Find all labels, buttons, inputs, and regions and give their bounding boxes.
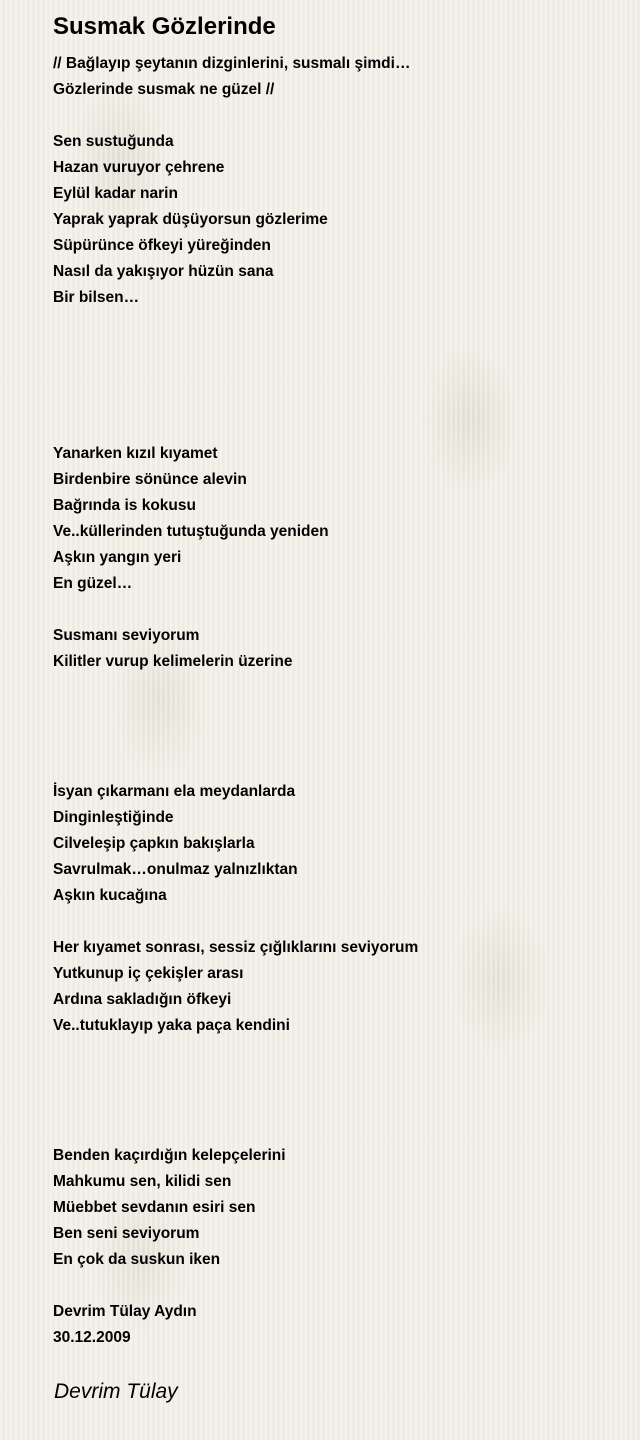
poem-line: Ardına sakladığın öfkeyi bbox=[53, 991, 232, 1008]
poem-line: Yanarken kızıl kıyamet bbox=[53, 445, 218, 462]
poem-line: Savrulmak…onulmaz yalnızlıktan bbox=[53, 861, 298, 878]
poem-line: Süpürünce öfkeyi yüreğinden bbox=[53, 237, 271, 254]
poem-line: Ben seni seviyorum bbox=[53, 1225, 200, 1242]
poem-line: // Bağlayıp şeytanın dizginlerini, susmalı şimdi… bbox=[53, 55, 411, 72]
poem-line: Bir bilsen… bbox=[53, 289, 140, 306]
poem-line: Susmanı seviyorum bbox=[53, 627, 200, 644]
poem-blank-line bbox=[53, 1273, 613, 1299]
poem-line: Gözlerinde susmak ne güzel // bbox=[53, 81, 275, 98]
poem-title: Susmak Gözlerinde bbox=[53, 13, 276, 40]
poem-line: Dinginleştiğinde bbox=[53, 809, 174, 826]
poem-line: Cilveleşip çapkın bakışlarla bbox=[53, 835, 255, 852]
poem-line: En güzel… bbox=[53, 575, 133, 592]
poem-line: İsyan çıkarmanı ela meydanlarda bbox=[53, 783, 296, 800]
poem-line: Yutkunup iç çekişler arası bbox=[53, 965, 244, 982]
poem-blank-line bbox=[53, 701, 613, 727]
poem-line: En çok da suskun iken bbox=[53, 1251, 221, 1268]
poem-blank-line bbox=[53, 1065, 613, 1091]
poem-blank-line bbox=[53, 389, 613, 415]
poem-blank-line bbox=[53, 909, 613, 935]
poem-line: Nasıl da yakışıyor hüzün sana bbox=[53, 263, 274, 280]
poem-line: Sen sustuğunda bbox=[53, 133, 174, 150]
poem-blank-line bbox=[53, 727, 613, 753]
author-signature: Devrim Tülay bbox=[54, 1380, 178, 1403]
poem-blank-line bbox=[53, 337, 613, 363]
poem-line: Eylül kadar narin bbox=[53, 185, 178, 202]
poem-blank-line bbox=[53, 363, 613, 389]
poem-line: Her kıyamet sonrası, sessiz çığlıklarını seviyorum bbox=[53, 939, 419, 956]
poem-body bbox=[53, 51, 613, 1351]
poem-blank-line bbox=[53, 675, 613, 701]
poem-line: Mahkumu sen, kilidi sen bbox=[53, 1173, 232, 1190]
poem-line: 30.12.2009 bbox=[53, 1329, 131, 1346]
poem-line: Bağrında is kokusu bbox=[53, 497, 196, 514]
poem-line: Ve..küllerinden tutuştuğunda yeniden bbox=[53, 523, 329, 540]
poem-line: Birdenbire sönünce alevin bbox=[53, 471, 247, 488]
poem-line: Kilitler vurup kelimelerin üzerine bbox=[53, 653, 293, 670]
poem-blank-line bbox=[53, 597, 613, 623]
poem-line: Ve..tutuklayıp yaka paça kendini bbox=[53, 1017, 290, 1034]
poem-blank-line bbox=[53, 103, 613, 129]
poem-line: Aşkın yangın yeri bbox=[53, 549, 182, 566]
poem-line: Müebbet sevdanın esiri sen bbox=[53, 1199, 256, 1216]
poem-blank-line bbox=[53, 1117, 613, 1143]
poem-blank-line bbox=[53, 1039, 613, 1065]
poem-blank-line bbox=[53, 1091, 613, 1117]
poem-line: Devrim Tülay Aydın bbox=[53, 1303, 197, 1320]
poem-line: Aşkın kucağına bbox=[53, 887, 167, 904]
poem-line: Benden kaçırdığın kelepçelerini bbox=[53, 1147, 286, 1164]
poem-blank-line bbox=[53, 753, 613, 779]
poem-blank-line bbox=[53, 415, 613, 441]
poem-blank-line bbox=[53, 311, 613, 337]
poem-line: Yaprak yaprak düşüyorsun gözlerime bbox=[53, 211, 328, 228]
poem-line: Hazan vuruyor çehrene bbox=[53, 159, 225, 176]
